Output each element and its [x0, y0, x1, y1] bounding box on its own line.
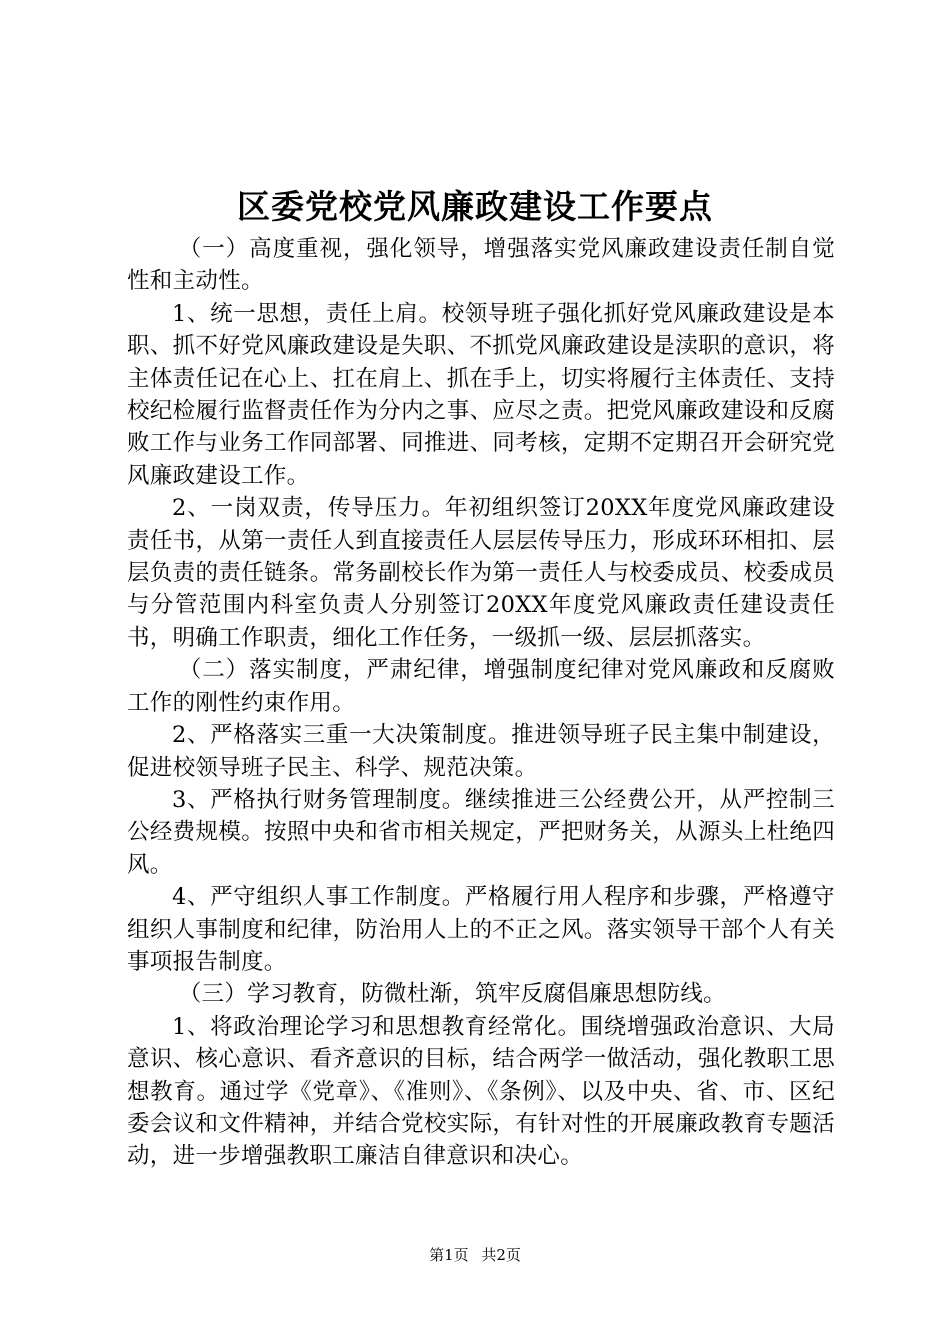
paragraph-6: 1、将政治理论学习和思想教育经常化。围绕增强政治意识、大局意识、核心意识、看齐意识的目标，结合两学一做活动，强化教职工思想教育。通过学《党章》、《准则》、《条例》、以及中央、省、市、区纪委会议和文件精神，并结合党校实际，有针对性的开展廉政教育专题活动，进一步增强教职工廉洁自律意识和决心。	[127, 1013, 835, 1170]
document-body	[127, 233, 835, 1173]
section-heading-3: （三）学习教育，防微杜渐，筑牢反腐倡廉思想防线。	[178, 981, 726, 1008]
section-heading-2: （二）落实制度，严肃纪律，增强制度纪律对党风廉政和反腐败工作的刚性约束作用。	[127, 657, 835, 716]
paragraph-3: 2、严格落实三重一大决策制度。推进领导班子民主集中制建设，促进校领导班子民主、科学、规范决策。	[127, 722, 835, 781]
paragraph-2: 2、一岗双责，传导压力。年初组织签订20XX年度党风廉政建设责任书，从第一责任人到直接责任人层层传导压力，形成环环相扣、层层负责的责任链条。常务副校长作为第一责任人与校委成员、校委成员与分管范围内科室负责人分别签订20XX年度党风廉政责任建设责任书，明确工作职责，细化工作任务，一级抓一级、层层抓落实。	[127, 495, 835, 651]
page-footer	[0, 1245, 950, 1265]
document-title: 区委党校党风廉政建设工作要点	[237, 187, 713, 226]
section-heading-1: （一）高度重视，强化领导，增强落实党风廉政建设责任制自觉性和主动性。	[127, 236, 835, 295]
page-number: 第1页	[429, 1246, 469, 1264]
paragraph-5: 4、严守组织人事工作制度。严格履行用人程序和步骤，严格遵守组织人事制度和纪律，防治用人上的不正之风。落实领导干部个人有关事项报告制度。	[127, 884, 835, 975]
paragraph-4: 3、严格执行财务管理制度。继续推进三公经费公开，从严控制三公经费规模。按照中央和省市相关规定，严把财务关，从源头上杜绝四风。	[127, 786, 835, 878]
page-total: 共2页	[481, 1246, 521, 1264]
paragraph-1: 1、统一思想，责任上肩。校领导班子强化抓好党风廉政建设是本职、抓不好党风廉政建设是失职、不抓党风廉政建设是渎职的意识，将主体责任记在心上、扛在肩上、抓在手上，切实将履行主体责任、支持校纪检履行监督责任作为分内之事、应尽之责。把党风廉政建设和反腐败工作与业务工作同部署、同推进、同考核，定期不定期召开会研究党风廉政建设工作。	[127, 300, 835, 489]
